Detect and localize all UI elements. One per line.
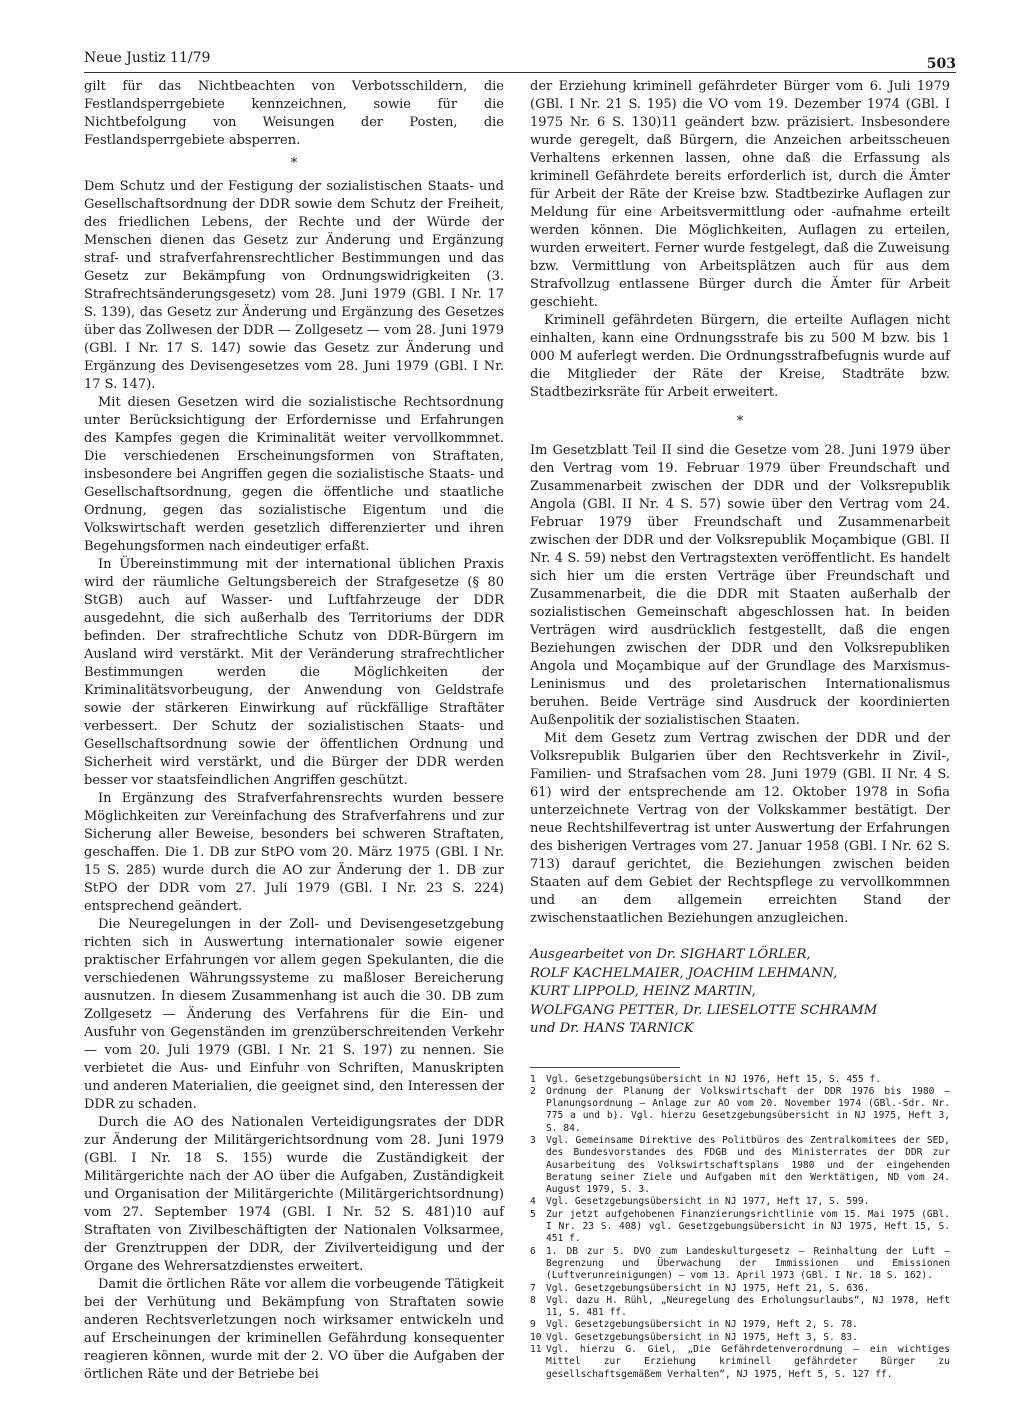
footnote-number: 7 — [530, 1282, 536, 1294]
author-line: WOLFGANG PETTER, Dr. LIESELOTTE SCHRAMM — [530, 1002, 878, 1018]
footnote-number: 3 — [530, 1134, 536, 1146]
footnote-text: Vgl. Gesetzgebungsübersicht in NJ 1976, Heft 15, S. 455 f. — [546, 1073, 882, 1085]
footnote — [530, 1246, 950, 1283]
footnote-number: 1 — [530, 1073, 536, 1085]
left-column — [84, 78, 504, 1384]
author-credits — [530, 946, 950, 1039]
paragraph-fortsetzung: gilt für das Nichtbeachten von Verbotsschildern, die Festlandsperrgebiete kennzeichnen, sowie für die Nichtbefolgung von Weisungen der Posten, die Festlandsperrgebiete absperren. — [84, 79, 504, 148]
paragraph-geltungsbereich: In Übereinstimmung mit der international üblichen Praxis wird der räumliche Geltungsbereich der Strafgesetze (§ 80 StGB) auch auf Wasser- und Luftfahrzeuge der DDR ausgedehnt, die sich außerhalb des Territoriums der DDR befinden. Der strafrechtliche Schutz von DDR-Bürgern im Ausland wird verstärkt. Mit der Veränderung strafrechtlicher Bestimmungen werden die Möglichkeiten der Kriminalitätsvorbeugung, der Anwendung von Geldstrafe sowie der stärkeren Einwirkung auf rückfällige Straftäter verbessert. Der Schutz der sozialistischen Staats- und Gesellschaftsordnung sowie der öffentlichen Ordnung und Sicherheit wird verstärkt, und die Bürger der DDR werden besser vor staatsfeindlichen Angriffen geschützt. — [84, 557, 504, 788]
paragraph-ordnungsstrafe: Kriminell gefährdeten Bürgern, die erteilte Auflagen nicht einhalten, kann eine Ordnungsstrafe bis zu 500 M bzw. bis 1 000 M auferlegt werden. Die Ordnungsstrafbefugnis wurde auf die Mitglieder der Räte der Kreise, Stadträte bzw. Stadtbezirksräte für Arbeit erweitert. — [530, 313, 950, 400]
footnote-text: Ordnung der Planung der Volkswirtschaft der DDR 1976 bis 1980 — Planungsordnung — Anlage zur AO vom 20. November 1974 (GBl.-Sdr. Nr. 775 a und b). Vgl. hierzu Gesetzgebungsübersicht in NJ 1975, Heft 3, S. 84. — [546, 1085, 950, 1134]
footnote-number: 8 — [530, 1294, 536, 1306]
footnote — [530, 1332, 950, 1344]
paragraph-gesetze: Dem Schutz und der Festigung der sozialistischen Staats- und Gesellschaftsordnung der DDR sowie dem Schutz der Freiheit, des friedlichen Lebens, der Rechte und der Würde der Menschen dienen das Gesetz zur Änderung und Ergänzung straf- und strafverfahrensrechtlicher Bestimmungen und das Gesetz zur Bekämpfung von Ordnungswidrigkeiten (3. Strafrechtsänderungsgesetz) vom 28. Juni 1979 (GBl. I Nr. 17 S. 139), das Gesetz zur Änderung und Ergänzung des Gesetzes über das Zollwesen der DDR — Zollgesetz — vom 28. Juni 1979 (GBl. I Nr. 17 S. 147) sowie das Gesetz zur Änderung und Ergänzung des Devisengesetzes vom 28. Juni 1979 (GBl. I Nr. 17 S. 147). — [84, 179, 504, 392]
right-column — [530, 78, 950, 1381]
footnote — [530, 1319, 950, 1331]
author-line: und Dr. HANS TARNICK — [530, 1021, 694, 1036]
author-line: KURT LIPPOLD, HEINZ MARTIN, — [530, 984, 756, 999]
journal-title: Neue Justiz 11/79 — [84, 50, 211, 66]
paragraph-oertliche-raete: Damit die örtlichen Räte vor allem die vorbeugende Tätigkeit bei der Verhütung und Bekämpfung von Straftaten sowie anderen Rechtsverletzungen noch wirksamer entwickeln und auf Erscheinungen der kriminellen Gefährdung konsequenter reagieren können, wurde mit der 2. VO über die Aufgaben der örtlichen Räte und der Betriebe bei — [84, 1277, 504, 1382]
footnotes — [530, 1074, 950, 1381]
footnote-number: 5 — [530, 1208, 536, 1220]
footnote — [530, 1295, 950, 1320]
footnote-text: Vgl. Gesetzgebungsübersicht in NJ 1975, Heft 3, S. 83. — [546, 1331, 858, 1343]
author-line: ROLF KACHELMAIER, JOACHIM LEHMANN, — [530, 965, 838, 981]
page-number: 503 — [926, 56, 956, 72]
footnote-divider — [530, 1067, 680, 1068]
footnote-text: Vgl. dazu H. Rühl, „Neuregelung des Erholungsurlaubs“, NJ 1978, Heft 11, S. 481 ff. — [546, 1294, 950, 1319]
paragraph-gesetzblatt-teil-ii: Im Gesetzblatt Teil II sind die Gesetze vom 28. Juni 1979 über den Vertrag vom 19. Februar 1979 über Freundschaft und Zusammenarbeit zwischen der DDR und der Volksrepublik Angola (GBl. II Nr. 4 S. 57) sowie über den Vertrag vom 24. Februar 1979 über Freundschaft und Zusammenarbeit zwischen der DDR und der Volksrepublik Moçambique (GBl. II Nr. 4 S. 59) nebst den Vertragstexten veröffentlicht. Es handelt sich hier um die ersten Verträge über Freundschaft und Zusammenarbeit, die die DDR mit Staaten außerhalb der sozialistischen Gemeinschaft abgeschlossen hat. In beiden Verträgen wird ausdrücklich festgestellt, daß die engen Beziehungen zwischen der DDR und den Volksrepubliken Angola und Moçambique auf der Grundlage des Marxismus-Leninismus und des proletarischen Internationalismus beruhen. Beide Verträge sind Ausdruck der koordinierten Außenpolitik der sozialistischen Staaten. — [530, 443, 950, 728]
footnote — [530, 1196, 950, 1208]
section-separator: * — [290, 156, 298, 171]
footnote-number: 6 — [530, 1245, 536, 1257]
footnote-number: 2 — [530, 1085, 536, 1097]
footnote-text: Zur jetzt aufgehobenen Finanzierungsrichtlinie vom 15. Mai 1975 (GBl. I Nr. 23 S. 408) vgl. Gesetzgebungsübersicht in NJ 1975, Heft 15, S. 451 f. — [546, 1208, 950, 1245]
footnote-number: 4 — [530, 1196, 536, 1208]
author-line: Ausgearbeitet von Dr. SIGHART LÖRLER, — [530, 947, 811, 962]
paragraph-militaergerichtsordnung: Durch die AO des Nationalen Verteidigungsrates der DDR zur Änderung der Militärgerichtsordnung vom 28. Juni 1979 (GBl. I Nr. 18 S. 155) wurde die Zuständigkeit der Militärgerichte nach der AO über die Aufgaben, Zuständigkeit und Organisation der Militärgerichte (Militärgerichtsordnung) vom 27. September 1974 (GBl. I Nr. 52 S. 481)10 auf Straftaten von Zivilbeschäftigten der Nationalen Volksarmee, der Grenztruppen der DDR, der Zivilverteidigung und der Organe des Wehrersatzdienstes erweitert. — [84, 1115, 504, 1274]
paragraph-rechtshilfevertrag: Mit dem Gesetz zum Vertrag zwischen der DDR und der Volksrepublik Bulgarien über den Rechtsverkehr in Zivil-, Familien- und Strafsachen vom 28. Juni 1979 (GBl. II Nr. 4 S. 61) wird der entsprechende am 12. Oktober 1978 in Sofia unterzeichnete Vertrag von der Volkskammer bestätigt. Der neue Rechtshilfevertrag ist unter Auswertung der Erfahrungen des bisherigen Vertrages vom 27. Januar 1958 (GBl. I Nr. 62 S. 713) darauf gerichtet, die Beziehungen zwischen beiden Staaten auf dem Gebiet der Rechtspflege zu vervollkommnen und an dem allgemein erreichten Stand der zwischenstaatlichen Beziehungen anzugleichen. — [530, 731, 950, 926]
footnote-text: 1. DB zur 5. DVO zum Landeskulturgesetz — Reinhaltung der Luft — Begrenzung und Überwachung der Immissionen und Emissionen (Luftverunreinigungen) — vom 13. April 1973 (GBl. I Nr. 18 S. 162). — [546, 1245, 950, 1282]
paragraph-zollgesetzgebung: Die Neuregelungen in der Zoll- und Devisengesetzgebung richten sich in Auswertung internationaler sowie eigener praktischer Erfahrungen vor allem gegen Spekulanten, die die verschiedenen Währungssysteme zu maßloser Bereicherung ausnutzen. In diesem Zusammenhang ist auch die 30. DB zum Zollgesetz — Änderung des Verfahrens für die Ein- und Ausfuhr von Gegenständen im grenzüberschreitenden Verkehr — vom 20. Juli 1979 (GBl. I Nr. 21 S. 197) zu nennen. Sie verbietet die Aus- und Einfuhr von Schriften, Manuskripten und anderen Materialien, die geeignet sind, den Interessen der DDR zu schaden. — [84, 917, 504, 1112]
footnote-number: 11 — [530, 1344, 542, 1356]
footnote — [530, 1074, 950, 1086]
paragraph-strafverfahrensrecht: In Ergänzung des Strafverfahrensrechts wurden bessere Möglichkeiten zur Vereinfachung des Strafverfahrens und zur Sicherung aller Beweise, besonders bei schweren Straftaten, geschaffen. Die 1. DB zur StPO vom 20. März 1975 (GBl. I Nr. 15 S. 285) wurde durch die AO zur Änderung der 1. DB zur StPO der DDR vom 27. Juli 1979 (GBl. I Nr. 23 S. 224) entsprechend geändert. — [84, 791, 504, 914]
paragraph-gefaehrdete-buerger: der Erziehung kriminell gefährdeter Bürger vom 6. Juli 1979 (GBl. I Nr. 21 S. 195) die VO vom 19. Dezember 1974 (GBl. I 1975 Nr. 6 S. 130)11 geändert bzw. präzisiert. Insbesondere wurde geregelt, daß Bürgern, die Anzeichen arbeitsscheuen Verhaltens erkennen lassen, ohne daß die Erfassung als kriminell Gefährdete bereits erforderlich ist, durch die Ämter für Arbeit der Räte der Kreise bzw. Stadtbezirke Auflagen zur Meldung für eine Arbeitsvermittlung oder -aufnahme erteilt werden können. Die Möglichkeiten, Auflagen zu erteilen, wurden erweitert. Ferner wurde festgelegt, daß die Zuweisung bzw. Vermittlung von Arbeitsplätzen auch für aus dem Strafvollzug entlassene Bürger durch die Ämter für Arbeit geschieht. — [530, 79, 950, 310]
footnote — [530, 1086, 950, 1135]
footnote-number: 9 — [530, 1319, 536, 1331]
footnote-text: Vgl. hierzu G. Giel, „Die Gefährdetenverordnung — ein wichtiges Mittel zur Erziehung kriminell gefährdeter Bürger zu gesellschaftsgemäßem Verhalten“, NJ 1975, Heft 5, S. 127 ff. — [546, 1344, 950, 1380]
footnote — [530, 1344, 950, 1381]
paragraph-rechtsordnung: Mit diesen Gesetzen wird die sozialistische Rechtsordnung unter Berücksichtigung der Erfordernisse und Erfahrungen des Kampfes gegen die Kriminalität weiter vervollkommnet. Die verschiedenen Erscheinungsformen von Straftaten, insbesondere bei Angriffen gegen die sozialistische Staats- und Gesellschaftsordnung, gegen die öffentliche und staatliche Ordnung, gegen das sozialistische Eigentum und die Volkswirtschaft werden gesetzlich differenzierter und ihren Begehungsformen nach eindeutiger erfaßt. — [84, 395, 504, 554]
footnote-text: Vgl. Gesetzgebungsübersicht in NJ 1975, Heft 21, S. 636. — [546, 1282, 870, 1294]
footnote-text: Vgl. Gesetzgebungsübersicht in NJ 1977, Heft 17, S. 599. — [546, 1196, 870, 1208]
section-separator: * — [736, 414, 744, 429]
footnote-number: 10 — [530, 1331, 542, 1343]
footnote — [530, 1135, 950, 1196]
footnote-text: Vgl. Gesetzgebungsübersicht in NJ 1979, Heft 2, S. 78. — [546, 1319, 858, 1331]
footnote — [530, 1209, 950, 1246]
running-header — [84, 50, 956, 73]
footnote — [530, 1283, 950, 1295]
footnote-text: Vgl. Gemeinsame Direktive des Politbüros des Zentralkomitees der SED, des Bundesvorstandes des FDGB und des Ministerrates der DDR zur Ausarbeitung des Volkswirtschaftsplans 1980 und der eingehenden Beratung seiner Ziele und Aufgaben mit den Werktätigen, ND vom 24. August 1979, S. 3. — [546, 1134, 950, 1196]
